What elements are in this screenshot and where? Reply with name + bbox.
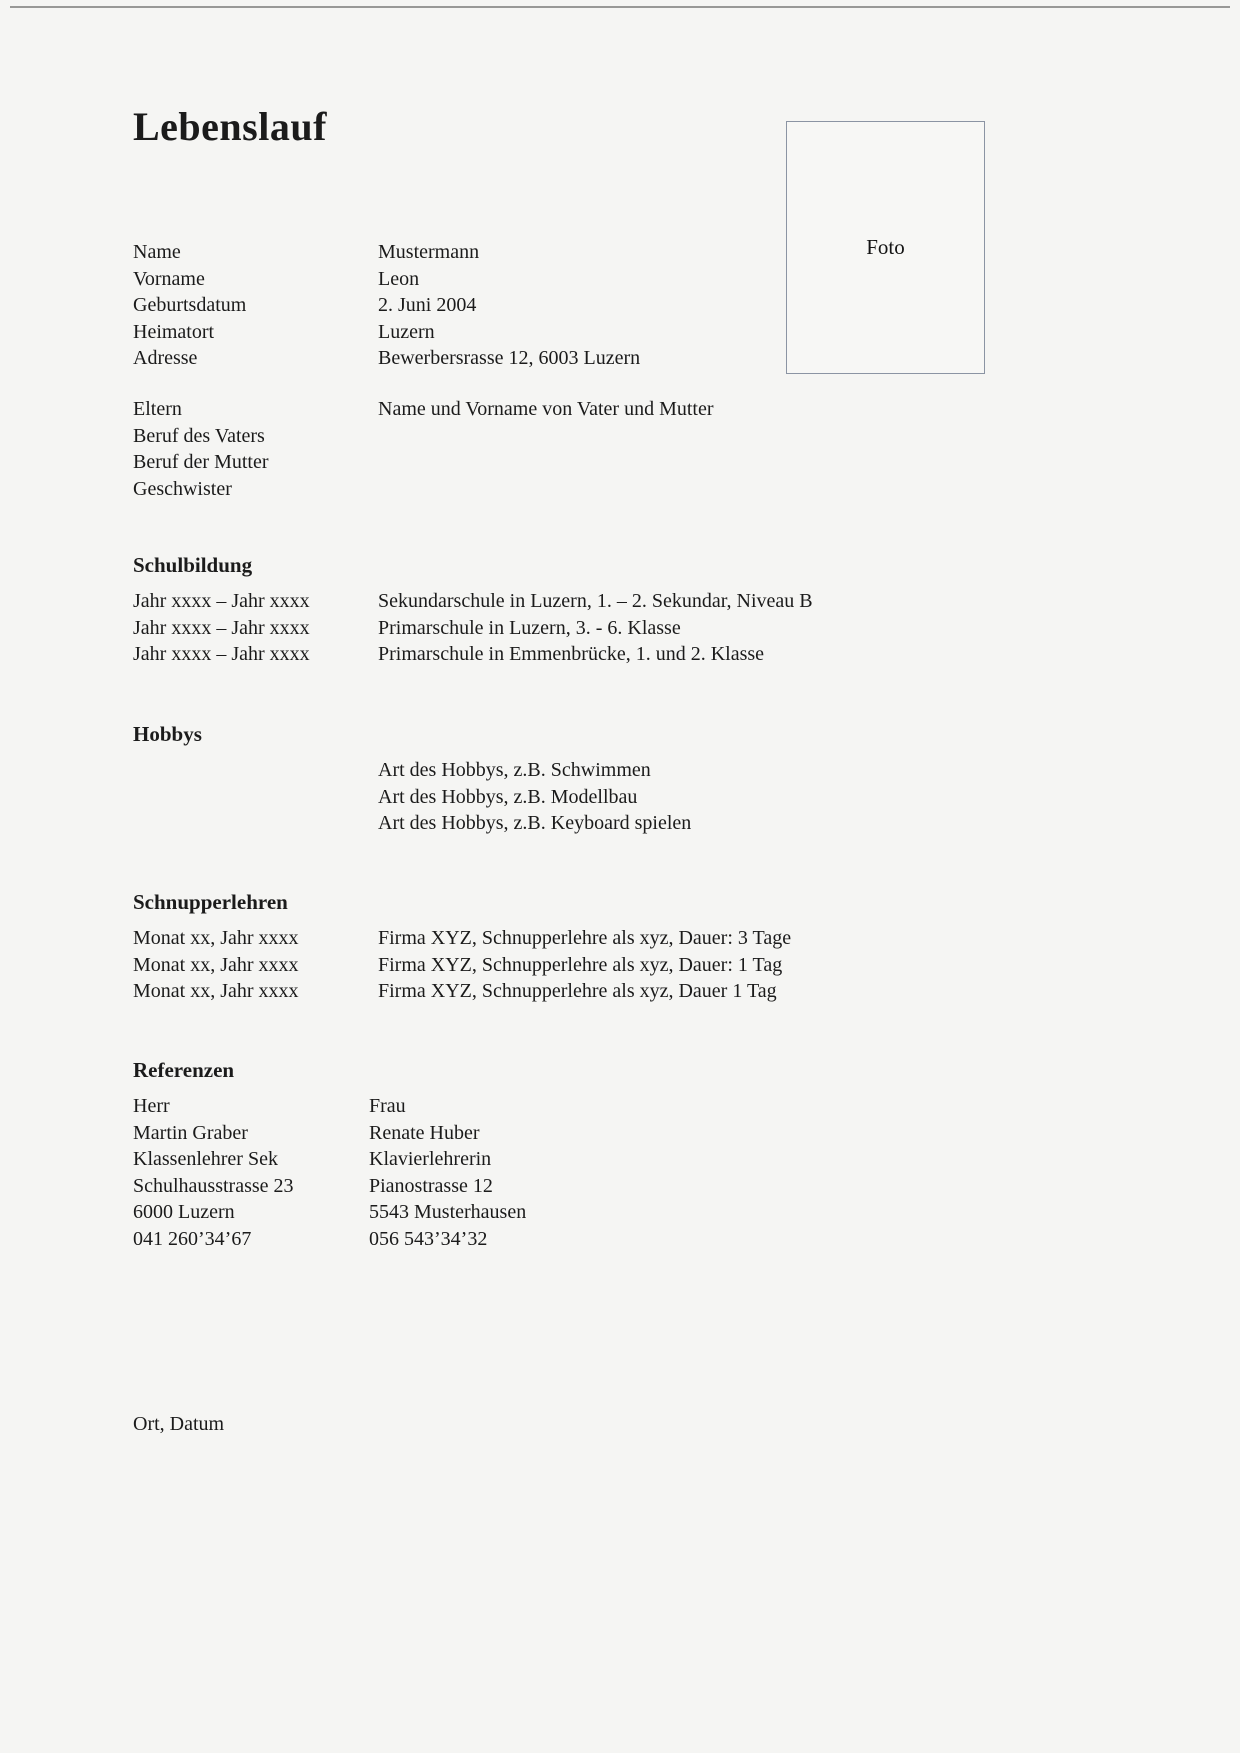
internships-section xyxy=(133,888,1120,1005)
period: Jahr xxxx – Jahr xxxx xyxy=(133,616,310,639)
spacer xyxy=(133,810,378,837)
hobby-item: Art des Hobbys, z.B. Keyboard spielen xyxy=(378,812,692,834)
personal-row xyxy=(133,239,1120,266)
spacer xyxy=(133,784,378,811)
period: Monat xx, Jahr xxxx xyxy=(133,927,299,949)
hobby-row xyxy=(133,757,1120,784)
hobby-item: Art des Hobbys, z.B. Modellbau xyxy=(378,785,638,808)
reference-line: Frau xyxy=(369,1095,406,1117)
education-section xyxy=(133,551,1120,668)
page-top-edge xyxy=(10,6,1230,8)
reference-line: Herr xyxy=(133,1095,170,1117)
field-label: Name xyxy=(133,241,181,263)
footer-place-date: Ort, Datum xyxy=(133,1413,225,1435)
field-label: Geschwister xyxy=(133,477,232,500)
field-value: Luzern xyxy=(378,320,435,343)
reference-line: Klassenlehrer Sek xyxy=(133,1148,278,1170)
reference-line: 5543 Musterhausen xyxy=(369,1201,527,1223)
personal-data-section xyxy=(133,239,1120,372)
section-heading-internships: Schnupperlehren xyxy=(133,890,288,914)
field-value: Mustermann xyxy=(378,241,480,263)
internship-row xyxy=(133,952,1120,979)
internship-row xyxy=(133,925,1120,952)
page-title: Lebenslauf xyxy=(133,104,327,149)
reference-phone: 056 543’34’32 xyxy=(369,1227,488,1250)
field-label: Adresse xyxy=(133,347,198,369)
field-value xyxy=(378,449,1120,476)
field-label: Eltern xyxy=(133,398,182,420)
family-row xyxy=(133,449,1120,476)
reference-line: 6000 Luzern xyxy=(133,1201,235,1223)
reference-contact xyxy=(369,1093,1120,1252)
field-value: Bewerbersrasse 12, 6003 Luzern xyxy=(378,347,641,369)
references-section xyxy=(133,1056,1120,1252)
reference-line: Klavierlehrerin xyxy=(369,1148,492,1170)
field-label: Beruf des Vaters xyxy=(133,424,265,447)
internship-row xyxy=(133,978,1120,1005)
spacer xyxy=(133,757,378,784)
field-label: Heimatort xyxy=(133,320,215,343)
section-heading-education: Schulbildung xyxy=(133,553,253,577)
family-row xyxy=(133,423,1120,450)
period: Monat xx, Jahr xxxx xyxy=(133,980,299,1002)
family-row xyxy=(133,476,1120,503)
period: Jahr xxxx – Jahr xxxx xyxy=(133,590,310,612)
field-label: Vorname xyxy=(133,267,205,290)
photo-label: Foto xyxy=(866,235,905,259)
field-value: 2. Juni 2004 xyxy=(378,294,477,316)
education-row xyxy=(133,588,1120,615)
description: Firma XYZ, Schnupperlehre als xyz, Dauer 1 Tag xyxy=(378,980,777,1002)
field-label: Beruf der Mutter xyxy=(133,451,269,473)
field-value: Leon xyxy=(378,267,420,290)
hobby-row xyxy=(133,810,1120,837)
field-value xyxy=(378,476,1120,503)
field-value xyxy=(378,423,1120,450)
section-heading-hobbies: Hobbys xyxy=(133,722,202,746)
field-value: Name und Vorname von Vater und Mutter xyxy=(378,398,714,420)
field-label: Geburtsdatum xyxy=(133,294,247,316)
personal-row xyxy=(133,345,1120,372)
education-row xyxy=(133,641,1120,668)
hobby-item: Art des Hobbys, z.B. Schwimmen xyxy=(378,759,651,781)
reference-line: Martin Graber xyxy=(133,1121,248,1144)
hobbies-section xyxy=(133,720,1120,837)
description: Primarschule in Emmenbrücke, 1. und 2. Klasse xyxy=(378,643,765,665)
family-row xyxy=(133,396,1120,423)
reference-line: Schulhausstrasse 23 xyxy=(133,1174,294,1197)
section-heading-references: Referenzen xyxy=(133,1058,235,1082)
description: Firma XYZ, Schnupperlehre als xyz, Dauer: 3 Tage xyxy=(378,927,792,949)
personal-row xyxy=(133,292,1120,319)
period: Jahr xxxx – Jahr xxxx xyxy=(133,643,310,665)
reference-line: Pianostrasse 12 xyxy=(369,1174,493,1197)
reference-phone: 041 260’34’67 xyxy=(133,1227,252,1250)
family-section xyxy=(133,396,1120,502)
hobby-row xyxy=(133,784,1120,811)
reference-line: Renate Huber xyxy=(369,1121,480,1144)
period: Monat xx, Jahr xxxx xyxy=(133,953,299,976)
reference-contact xyxy=(133,1093,369,1252)
description: Primarschule in Luzern, 3. - 6. Klasse xyxy=(378,616,681,639)
footer xyxy=(133,1411,1120,1438)
education-row xyxy=(133,615,1120,642)
personal-row xyxy=(133,319,1120,346)
description: Sekundarschule in Luzern, 1. – 2. Sekundar, Niveau B xyxy=(378,590,813,612)
description: Firma XYZ, Schnupperlehre als xyz, Dauer: 1 Tag xyxy=(378,953,783,976)
personal-row xyxy=(133,266,1120,293)
